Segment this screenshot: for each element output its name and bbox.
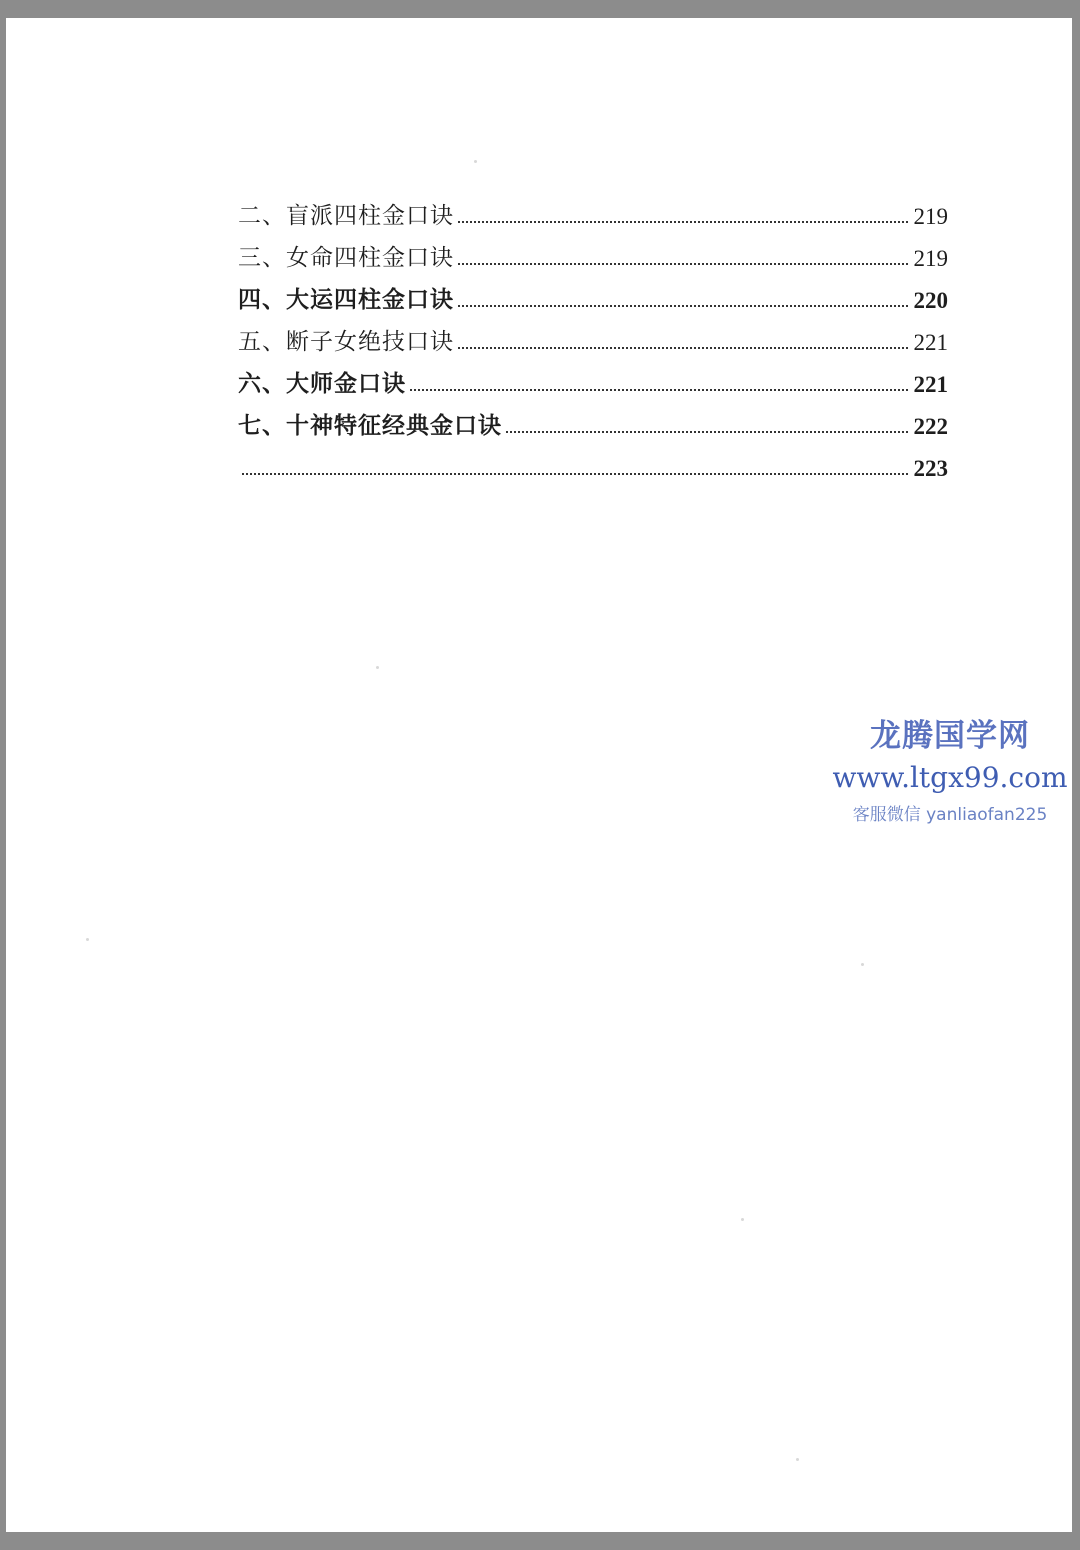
toc-dot-leader — [458, 263, 908, 265]
toc-entry — [232, 230, 948, 272]
watermark-title: 龙腾国学网 — [870, 718, 1030, 754]
toc-entry-page: 222 — [913, 414, 948, 439]
scan-speck — [796, 1458, 799, 1461]
toc-dot-leader — [242, 473, 908, 475]
toc-dot-leader — [458, 347, 908, 349]
toc-dot-leader — [506, 431, 908, 433]
toc-entry-page: 223 — [913, 456, 948, 481]
toc-dot-leader — [458, 221, 908, 223]
watermark-contact: 客服微信 yanliaofan225 — [852, 805, 1048, 825]
toc-entry-page: 221 — [913, 330, 948, 355]
toc-entry — [232, 314, 948, 356]
scan-speck — [86, 938, 89, 941]
watermark-url[interactable]: www.ltgx99.com — [832, 761, 1068, 794]
toc-entry — [232, 188, 948, 230]
toc-entry-title: 六、大师金口诀 — [238, 370, 406, 397]
toc-entry-page: 220 — [913, 288, 948, 313]
scan-speck — [376, 666, 379, 669]
scan-speck — [861, 963, 864, 966]
toc-entry-page: 219 — [913, 204, 948, 229]
toc-entry — [232, 356, 948, 398]
table-of-contents — [232, 188, 948, 482]
toc-dot-leader — [410, 389, 908, 391]
scan-speck — [474, 160, 477, 163]
toc-entry-title: 三、女命四柱金口诀 — [238, 245, 454, 271]
toc-entry — [232, 440, 948, 482]
toc-dot-leader — [458, 305, 908, 307]
toc-entry-page: 221 — [913, 372, 948, 397]
toc-entry-title: 二、盲派四柱金口诀 — [238, 203, 454, 229]
watermark — [830, 710, 1070, 825]
toc-entry-title: 七、十神特征经典金口诀 — [238, 412, 502, 439]
toc-entry-title: 四、大运四柱金口诀 — [238, 286, 454, 313]
scan-speck — [741, 1218, 744, 1221]
toc-entry-title: 五、断子女绝技口诀 — [238, 329, 454, 355]
toc-entry-page: 219 — [913, 246, 948, 271]
toc-entry — [232, 398, 948, 440]
toc-entry — [232, 272, 948, 314]
